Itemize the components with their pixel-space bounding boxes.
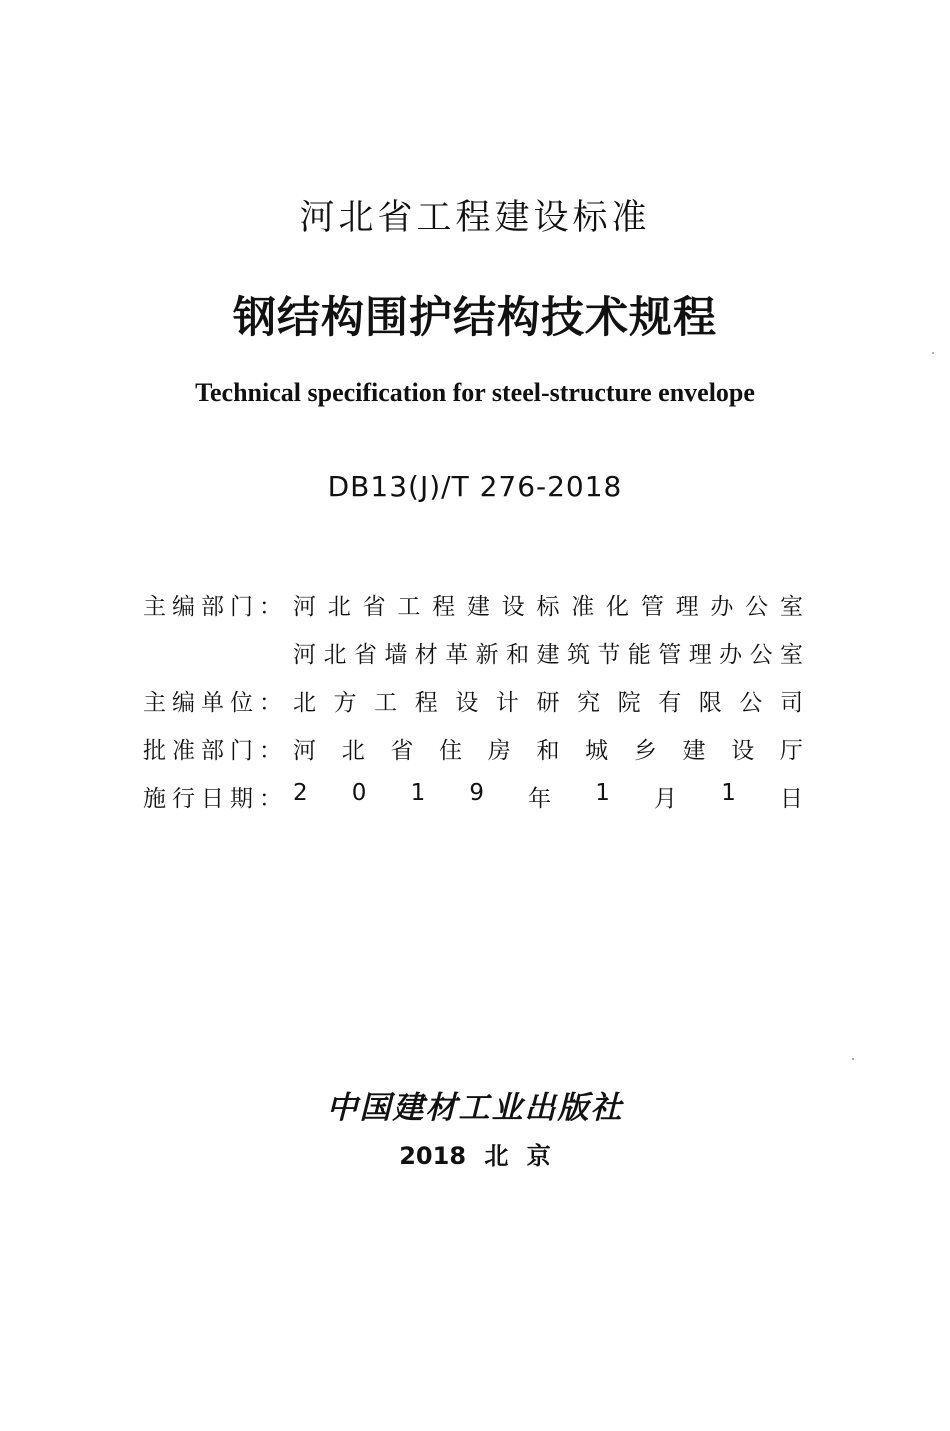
info-value-char: 建: [466, 593, 490, 620]
editor-dept-label: 主编部门：: [143, 593, 288, 620]
effective-date-value: [293, 780, 803, 813]
info-value-char: 院: [617, 689, 641, 716]
editor-dept-row: [143, 580, 803, 628]
info-value-char: 和: [536, 737, 560, 764]
info-block: [143, 580, 803, 820]
info-value-char: 厅: [779, 737, 803, 764]
info-value-char: 年: [528, 785, 552, 812]
info-value-char: 日: [779, 785, 803, 812]
info-value-char: 建: [682, 737, 706, 764]
info-value-char: 能: [627, 641, 651, 668]
scan-speck: [932, 352, 934, 354]
info-value-char: 理: [688, 641, 712, 668]
info-value-char: 方: [333, 689, 357, 716]
info-value-char: 准: [571, 593, 595, 620]
info-value-char: 墙: [384, 641, 408, 668]
document-title: 钢结构围护结构技术规程: [233, 293, 717, 343]
info-value-char: 程: [432, 593, 456, 620]
info-value-char: 和: [506, 641, 530, 668]
info-value-char: 公: [739, 689, 763, 716]
info-value-char: 革: [445, 641, 469, 668]
info-value-char: 0: [351, 779, 367, 806]
scan-speck: [852, 1058, 854, 1060]
publication-year-place: 2018 北 京: [399, 1142, 551, 1170]
info-value-char: 省: [390, 737, 414, 764]
info-value-char: 室: [780, 641, 803, 668]
info-value-char: 工: [397, 593, 421, 620]
info-value-char: 建: [536, 641, 560, 668]
info-value-char: 司: [779, 689, 803, 716]
info-value-char: 河: [293, 593, 316, 620]
info-value-char: 室: [779, 593, 803, 620]
approve-dept-label: 批准部门：: [143, 737, 288, 764]
info-value-char: 9: [469, 779, 484, 806]
info-value-char: 乡: [633, 737, 657, 764]
info-value-char: 北: [323, 641, 347, 668]
info-value-char: 2: [293, 779, 308, 806]
info-value-char: 节: [597, 641, 621, 668]
info-value-char: 究: [577, 689, 601, 716]
info-value-char: 公: [745, 593, 769, 620]
info-value-char: 化: [606, 593, 630, 620]
info-value-char: 省: [353, 641, 377, 668]
info-value-char: 河: [293, 641, 316, 668]
info-value-char: 限: [698, 689, 722, 716]
info-value-char: 新: [475, 641, 499, 668]
info-value-char: 设: [731, 737, 755, 764]
english-title: Technical specification for steel-structure envelope: [195, 378, 755, 407]
info-value-char: 管: [640, 593, 664, 620]
info-value-char: 研: [536, 689, 560, 716]
standard-series-heading: 河北省工程建设标准: [299, 198, 651, 238]
info-value-char: 办: [719, 641, 743, 668]
standard-code: DB13(J)/T 276-2018: [327, 470, 623, 503]
editor-dept-value-1: [293, 588, 803, 621]
info-value-char: 河: [293, 737, 316, 764]
info-value-char: 设: [455, 689, 479, 716]
info-value-char: 公: [749, 641, 773, 668]
effective-date-label: 施行日期：: [143, 785, 288, 812]
info-value-char: 设: [501, 593, 525, 620]
info-value-char: 材: [414, 641, 438, 668]
editor-unit-value: [293, 684, 803, 717]
info-value-char: 管: [658, 641, 682, 668]
info-value-char: 北: [327, 593, 351, 620]
info-value-char: 住: [439, 737, 463, 764]
editor-unit-row: [143, 676, 803, 724]
editor-dept-row-2: [143, 628, 803, 676]
approve-dept-row: [143, 724, 803, 772]
info-value-char: 计: [495, 689, 519, 716]
info-value-char: 理: [675, 593, 699, 620]
info-value-char: 有: [658, 689, 682, 716]
info-value-char: 办: [710, 593, 734, 620]
info-value-char: 1: [410, 779, 426, 806]
info-value-char: 工: [374, 689, 398, 716]
info-value-char: 北: [341, 737, 365, 764]
publisher-logotype: 中国建材工业出版社: [326, 1090, 624, 1126]
info-value-char: 城: [585, 737, 609, 764]
info-value-char: 筑: [566, 641, 590, 668]
info-value-char: 1: [721, 779, 736, 806]
info-value-char: 标: [536, 593, 560, 620]
editor-unit-label: 主编单位：: [143, 689, 288, 716]
info-value-char: 1: [595, 779, 610, 806]
editor-dept-value-2: [293, 636, 803, 669]
approve-dept-value: [293, 732, 803, 765]
info-value-char: 程: [414, 689, 438, 716]
info-value-char: 房: [487, 737, 511, 764]
effective-date-row: [143, 772, 803, 820]
info-value-char: 北: [293, 689, 316, 716]
info-value-char: 月: [654, 785, 678, 812]
info-value-char: 省: [362, 593, 386, 620]
